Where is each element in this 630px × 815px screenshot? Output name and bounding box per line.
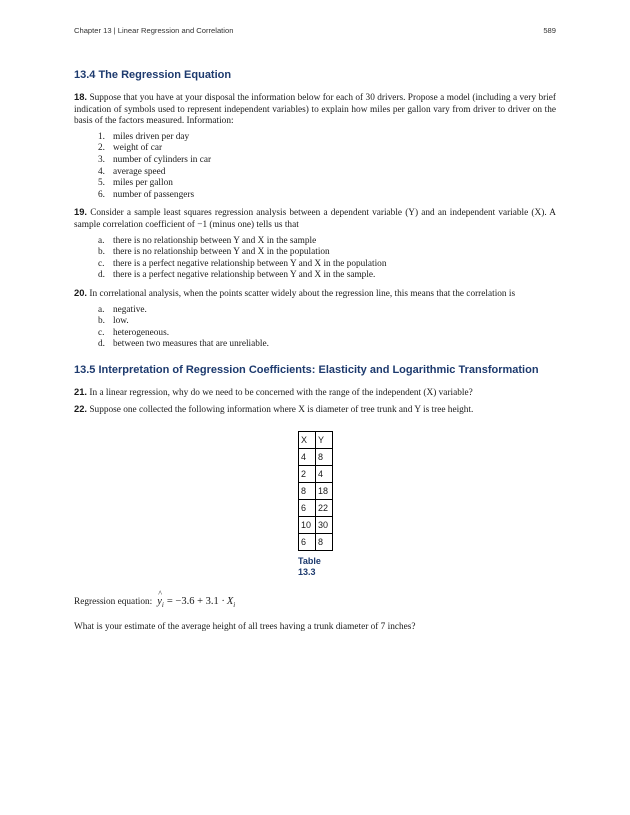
list-item-text: miles driven per day [113, 131, 190, 142]
table-cell: 22 [316, 500, 333, 517]
list-item [98, 190, 556, 202]
table-cell: 10 [299, 517, 316, 534]
list-marker: 4. [98, 166, 105, 177]
page-number: 589 [543, 26, 556, 35]
exercise-text: In correlational analysis, when the points scatter widely about the regression line, this means that the correlation is [89, 288, 516, 299]
list-marker: a. [98, 304, 105, 315]
exercise-20 [74, 287, 556, 301]
exercise-text: Suppose that you have at your disposal the information below for each of 30 drivers. Propose a model (including a very brief indication of symbols used to represent independent variables) to explain how miles per gallon vary from driver to driver on the basis of the factors measured. Information: [74, 93, 556, 127]
table-row [299, 534, 333, 551]
list-item [98, 178, 556, 190]
hat-symbol: ^ [158, 589, 162, 599]
section-heading-13-5: 13.5 Interpretation of Regression Coefficients: Elasticity and Logarithmic Transformation [74, 363, 539, 376]
list-marker: c. [98, 258, 105, 269]
list-item [98, 305, 556, 317]
chapter-title: Chapter 13 | Linear Regression and Correlation [74, 26, 234, 35]
list-item-text: there is no relationship between Y and X in the sample [113, 235, 317, 246]
table-row [299, 500, 333, 517]
exercise-20-list [74, 305, 556, 351]
list-item-text: there is a perfect negative relationship between Y and X in the sample. [113, 270, 376, 281]
list-marker: 5. [98, 178, 105, 189]
list-item [98, 132, 556, 144]
exercise-text: In a linear regression, why do we need to be concerned with the range of the independent (X) variable? [89, 387, 473, 398]
list-item-text: there is no relationship between Y and X in the population [113, 247, 330, 258]
table-cell: 8 [316, 449, 333, 466]
table-cell: 6 [299, 534, 316, 551]
exercise-number: 19. [74, 206, 88, 218]
table-cell: 2 [299, 466, 316, 483]
y-symbol: y [157, 596, 162, 608]
section-heading-13-4: 13.4 The Regression Equation [74, 69, 232, 81]
list-marker: b. [98, 316, 105, 327]
exercise-18-list [74, 132, 556, 202]
list-item-text: heterogeneous. [113, 327, 170, 338]
list-marker: c. [98, 327, 105, 338]
exercise-text: Suppose one collected the following information where X is diameter of tree trunk and Y is tree height. [89, 405, 474, 416]
list-marker: d. [98, 339, 105, 350]
regression-label: Regression equation: [74, 597, 153, 608]
list-item-text: number of cylinders in car [113, 154, 212, 165]
exercise-text: Consider a sample least squares regression analysis between a dependent variable (Y) and an independent variable (X). A sample correlation coefficient of −1 (minus one) tells us that [74, 208, 556, 230]
table-cell: 18 [316, 483, 333, 500]
list-item [98, 167, 556, 179]
list-marker: d. [98, 270, 105, 281]
list-item-text: negative. [113, 304, 147, 315]
list-item-text: low. [113, 316, 129, 327]
list-item-text: weight of car [113, 143, 163, 154]
list-marker: b. [98, 247, 105, 258]
exercise-number: 21. [74, 385, 88, 397]
exercise-22 [74, 403, 556, 417]
table-cell: 4 [299, 449, 316, 466]
list-item [98, 259, 556, 271]
table-cell: 30 [316, 517, 333, 534]
x-symbol: X [226, 596, 234, 608]
table-caption: Table 13.3 [298, 556, 321, 578]
list-item [98, 270, 556, 282]
list-marker: 1. [98, 131, 105, 142]
exercise-19-list [74, 236, 556, 282]
exercise-number: 22. [74, 403, 88, 415]
list-marker: 3. [98, 154, 105, 165]
table-row [299, 517, 333, 534]
table-row [299, 449, 333, 466]
exercise-number: 20. [74, 286, 88, 298]
regression-equation-line [74, 589, 556, 610]
list-item-text: average speed [113, 166, 166, 177]
regression-equation [157, 589, 236, 610]
list-item-text: between two measures that are unreliable. [113, 339, 269, 350]
list-marker: 6. [98, 189, 105, 200]
running-header [74, 26, 556, 38]
exercise-19 [74, 206, 556, 231]
list-item-text: number of passengers [113, 189, 195, 200]
list-marker: a. [98, 235, 105, 246]
list-item [98, 247, 556, 259]
exercise-number: 18. [74, 91, 88, 102]
list-item [98, 316, 556, 328]
column-header-x: X [299, 432, 316, 449]
table-row [299, 483, 333, 500]
table-cell: 6 [299, 500, 316, 517]
column-header-y: Y [316, 432, 333, 449]
equation-terms: = −3.6 + 3.1 · [166, 596, 225, 608]
table-cell: 8 [299, 483, 316, 500]
list-item-text: there is a perfect negative relationship between Y and X in the population [113, 258, 387, 269]
list-marker: 2. [98, 143, 105, 154]
list-item [98, 339, 556, 351]
exercise-21 [74, 386, 556, 400]
list-item-text: miles per gallon [113, 178, 173, 189]
table-cell: 8 [316, 534, 333, 551]
data-table-container [298, 431, 358, 578]
page-content [74, 68, 556, 642]
closing-question: What is your estimate of the average height of all trees having a trunk diameter of 7 inches? [74, 622, 416, 633]
y-subscript: i [161, 601, 164, 610]
list-item [98, 155, 556, 167]
x-subscript: i [233, 601, 236, 610]
data-table [298, 431, 333, 551]
list-item [98, 236, 556, 248]
list-item [98, 143, 556, 155]
exercise-18 [74, 91, 556, 128]
table-row [299, 466, 333, 483]
table-header-row [299, 432, 333, 449]
table-cell: 4 [316, 466, 333, 483]
list-item [98, 328, 556, 340]
